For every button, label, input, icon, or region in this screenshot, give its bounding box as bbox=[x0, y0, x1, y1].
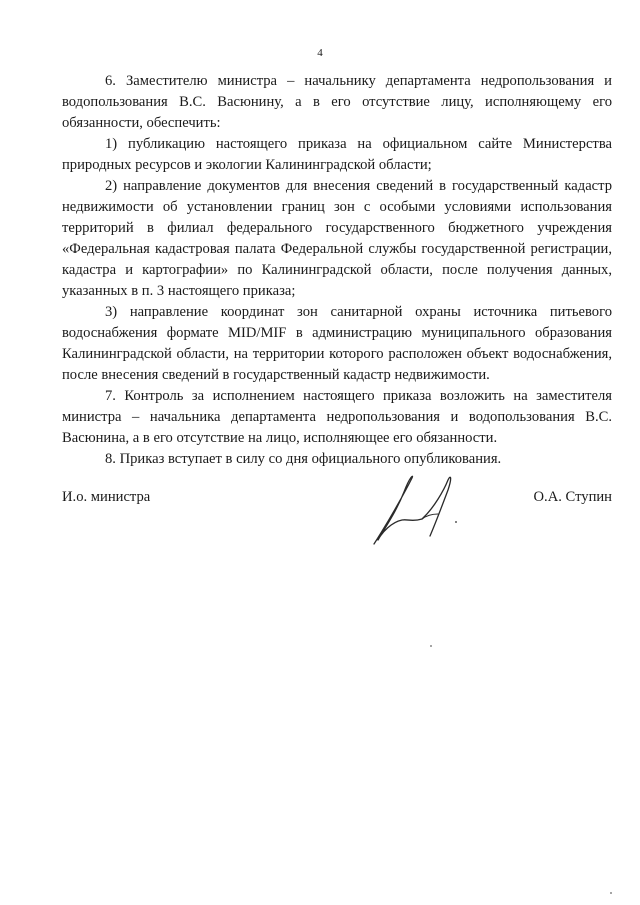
paragraph-8: 8. Приказ вступает в силу со дня официального опубликования. bbox=[105, 451, 502, 467]
paragraph-6-item-2: 2) направление документов для внесения сведений в государственный кадастр недвижимости об установлении границ зон с особыми условиями использования территорий в филиал федерального государственного бюджетного учреждения «Федеральная кадастровая палата Федеральной службы государственной регистрации, кадастра и картографии» по Калининградской области, после получения данных, указанных в п. 3 настоящего приказа; bbox=[62, 178, 612, 299]
document-body bbox=[62, 71, 612, 470]
scan-speck bbox=[610, 892, 612, 894]
signature-block bbox=[62, 487, 612, 547]
signatory-name: О.А. Ступин bbox=[533, 489, 612, 505]
signatory-role: И.о. министра bbox=[62, 489, 151, 505]
scan-speck bbox=[430, 645, 432, 647]
handwritten-signature bbox=[352, 466, 492, 551]
page-number: 4 bbox=[317, 47, 323, 59]
paragraph-6: 6. Заместителю министра – начальнику департамента недропользования и водопользования В.С. Васюнину, а в его отсутствие лицу, исполняющему его обязанности, обеспечить: bbox=[62, 73, 612, 131]
paragraph-6-item-1: 1) публикацию настоящего приказа на официальном сайте Министерства природных ресурсов и экологии Калининградской области; bbox=[62, 136, 612, 173]
paragraph-7: 7. Контроль за исполнением настоящего приказа возложить на заместителя министра – начальника департамента недропользования и водопользования В.С. Васюнина, а в его отсутствие на лицо, исполняющее его обязанности. bbox=[62, 388, 612, 446]
paragraph-6-item-3: 3) направление координат зон санитарной охраны источника питьевого водоснабжения формате MID/MIF в администрацию муниципального образования Калининградской области, на территории которого расположен объект водоснабжения, после внесения сведений в государственный кадастр недвижимости. bbox=[62, 304, 612, 383]
